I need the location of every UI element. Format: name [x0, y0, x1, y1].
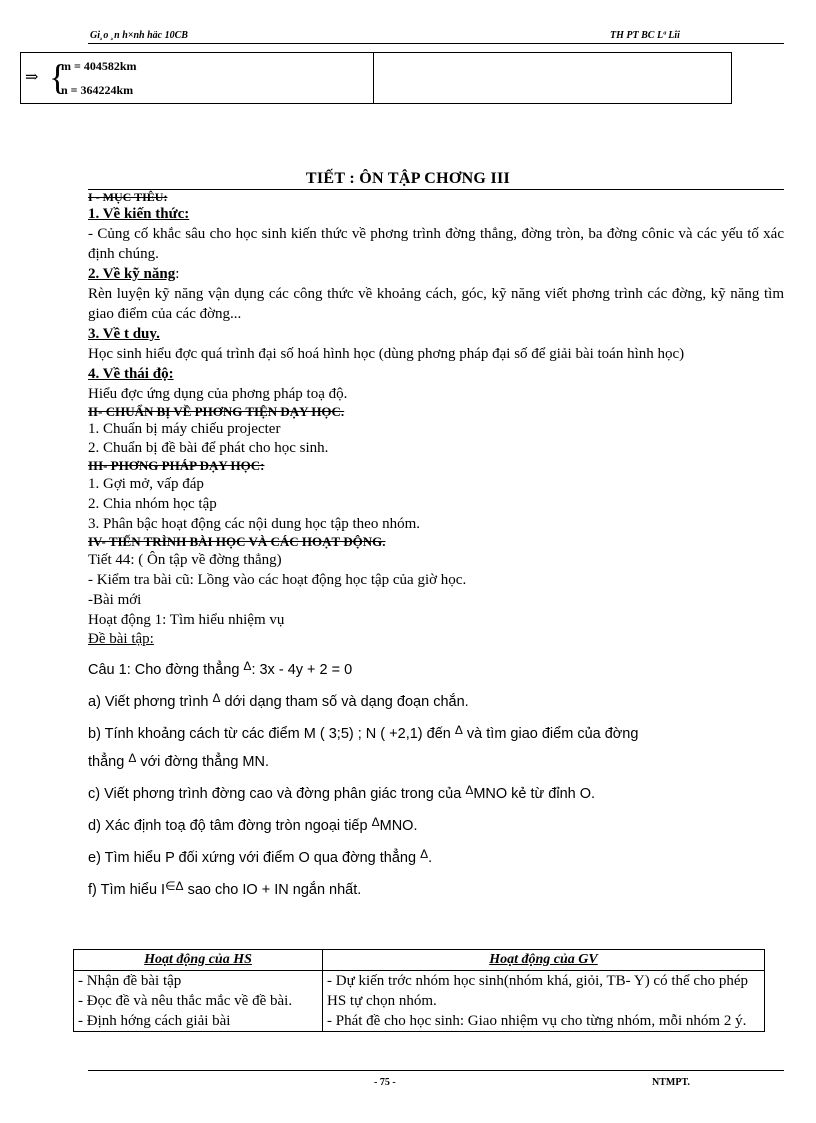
- header-left: Gi¸o ¸n h×nh häc 10CB: [90, 30, 188, 41]
- element-of-icon: ∈: [165, 879, 176, 893]
- text-attitude: Hiểu đợc ứng dụng của phơng pháp toạ độ.: [88, 386, 348, 402]
- question-f: [88, 874, 784, 902]
- activity-table: [73, 949, 765, 1032]
- prep-item-2: 2. Chuẩn bị đề bài để phát cho học sinh.: [88, 440, 329, 456]
- table-row: [74, 971, 765, 1032]
- delta-icon: Δ: [175, 879, 184, 893]
- heading-attitude: 4. Về thái độ:: [88, 366, 174, 382]
- qd-text-2: MNO.: [379, 818, 418, 834]
- text-skills: Rèn luyện kỹ năng vận dụng các công thức về khoảng cách, góc, kỹ năng viết phơng trình các đờng, kỹ năng tìm giao điểm của các đờng...: [88, 286, 784, 322]
- student-activities: [74, 971, 323, 1032]
- implies-arrow: ⇒: [25, 69, 39, 86]
- list-item: - Dự kiến trớc nhóm học sinh(nhóm khá, giỏi, TB- Y) có thể cho phép HS tự chọn nhóm.: [327, 973, 748, 1009]
- section-process: IV- TIẾN TRÌNH BÀI HỌC VÀ CÁC HOẠT ĐỘNG.: [88, 534, 386, 549]
- result-m: m = 404582km: [61, 59, 137, 73]
- page-number: - 75 -: [374, 1077, 396, 1088]
- delta-icon: Δ: [454, 723, 463, 737]
- question-d: [88, 810, 784, 838]
- process-lesson-44: Tiết 44: ( Ôn tập về đờng thẳng): [88, 552, 282, 568]
- list-item: - Đọc đề và nêu thắc mắc về đề bài.: [78, 993, 293, 1009]
- question-1: [88, 654, 784, 682]
- qb-text-1: b) Tính khoảng cách từ các điểm M ( 3;5) ; N ( +2,1) đến: [88, 726, 455, 742]
- delta-icon: Δ: [212, 691, 221, 705]
- process-activity-1: Hoạt động 1: Tìm hiểu nhiệm vụ: [88, 612, 285, 628]
- process-new-lesson: -Bài mới: [88, 592, 142, 608]
- prep-item-1: 1. Chuẩn bị máy chiếu projecter: [88, 421, 281, 437]
- list-item: - Định hớng cách giải bài: [78, 1013, 231, 1029]
- question-c: [88, 778, 784, 806]
- footer-right: NTMPT.: [652, 1077, 690, 1088]
- method-item-3: 3. Phân bậc hoạt động các nội dung học tập theo nhóm.: [88, 516, 421, 532]
- process-review: - Kiểm tra bài cũ: Lồng vào các hoạt động học tập của giờ học.: [88, 572, 467, 588]
- top-box-divider: [373, 53, 374, 103]
- delta-icon: Δ: [128, 751, 137, 765]
- top-result-box: [20, 52, 732, 104]
- delta-icon: Δ: [420, 847, 429, 861]
- q1-equation: : 3x - 4y + 2 = 0: [251, 662, 353, 678]
- section-preparation: II- CHUẨN BỊ VỀ PHƠNG TIỆN DẠY HỌC.: [88, 404, 345, 419]
- heading-skills-row: [88, 264, 784, 284]
- heading-skills-colon: :: [175, 266, 180, 282]
- qb-text-4: với đờng thẳng MN.: [136, 754, 270, 770]
- heading-skills: 2. Về kỹ năng: [88, 266, 176, 282]
- section-methods: III- PHƠNG PHÁP DẠY HỌC:: [88, 458, 265, 473]
- qa-text-2: dới dạng tham số và dạng đoạn chắn.: [220, 694, 469, 710]
- method-item-2: 2. Chia nhóm học tập: [88, 496, 217, 512]
- exercise-heading: Đề bài tập:: [88, 631, 154, 647]
- exercise-block: [88, 654, 784, 902]
- col-header-student: Hoạt động của HS: [74, 950, 323, 971]
- q1-text: Câu 1: Cho đờng thẳng: [88, 662, 244, 678]
- qe-text-2: .: [428, 850, 433, 866]
- text-thinking: Học sinh hiểu đợc quá trình đại số hoá hình học (dùng phơng pháp đại số để giải bài toán hình học): [88, 346, 685, 362]
- qa-text-1: a) Viết phơng trình: [88, 694, 213, 710]
- qb-text-2: và tìm giao điểm của đờng: [462, 726, 639, 742]
- result-n: n = 364224km: [61, 83, 134, 97]
- list-item: - Nhận đề bài tập: [78, 973, 182, 989]
- triangle-icon: Δ: [465, 783, 474, 797]
- col-header-teacher: Hoạt động của GV: [323, 950, 765, 971]
- qf-text-2: sao cho IO + IN ngắn nhất.: [183, 882, 362, 898]
- question-e: [88, 842, 784, 870]
- qc-text-1: c) Viết phơng trình đờng cao và đờng phân giác trong của: [88, 786, 466, 802]
- method-item-1: 1. Gợi mở, vấp đáp: [88, 476, 204, 492]
- question-b-cont: [88, 746, 784, 774]
- qb-text-3: thẳng: [88, 754, 129, 770]
- heading-knowledge: 1. Về kiến thức:: [88, 206, 190, 222]
- lesson-body: [88, 190, 784, 902]
- qc-text-2: MNO kẻ từ đỉnh O.: [473, 786, 596, 802]
- text-knowledge: - Củng cố khắc sâu cho học sinh kiến thức về phơng trình đờng thẳng, đờng tròn, ba đờng cônic và các yếu tố xác định chúng.: [88, 226, 784, 262]
- page-title: TIẾT : ÔN TẬP CHƠNG III: [305, 170, 511, 187]
- header-right: TH PT BC Lª Lîi: [610, 30, 680, 41]
- table-header-row: [74, 950, 765, 971]
- list-item: - Phát đề cho học sinh: Giao nhiệm vụ cho từng nhóm, mỗi nhóm 2 ý.: [327, 1013, 747, 1029]
- question-b: [88, 718, 784, 746]
- header-rule: [88, 43, 784, 44]
- system-brace: {: [49, 57, 67, 97]
- teacher-activities: [323, 971, 765, 1032]
- triangle-icon: Δ: [371, 815, 380, 829]
- heading-thinking: 3. Về t duy.: [88, 326, 160, 342]
- qf-text-1: f) Tìm hiểu I: [88, 882, 166, 898]
- footer-rule: [88, 1070, 784, 1071]
- qd-text-1: d) Xác định toạ độ tâm đờng tròn ngoại tiếp: [88, 818, 372, 834]
- qe-text-1: e) Tìm hiểu P đối xứng với điểm O qua đờng thẳng: [88, 850, 421, 866]
- section-objectives: I - MỤC TIÊU:: [88, 190, 168, 204]
- delta-icon: Δ: [243, 659, 252, 673]
- question-a: [88, 686, 784, 714]
